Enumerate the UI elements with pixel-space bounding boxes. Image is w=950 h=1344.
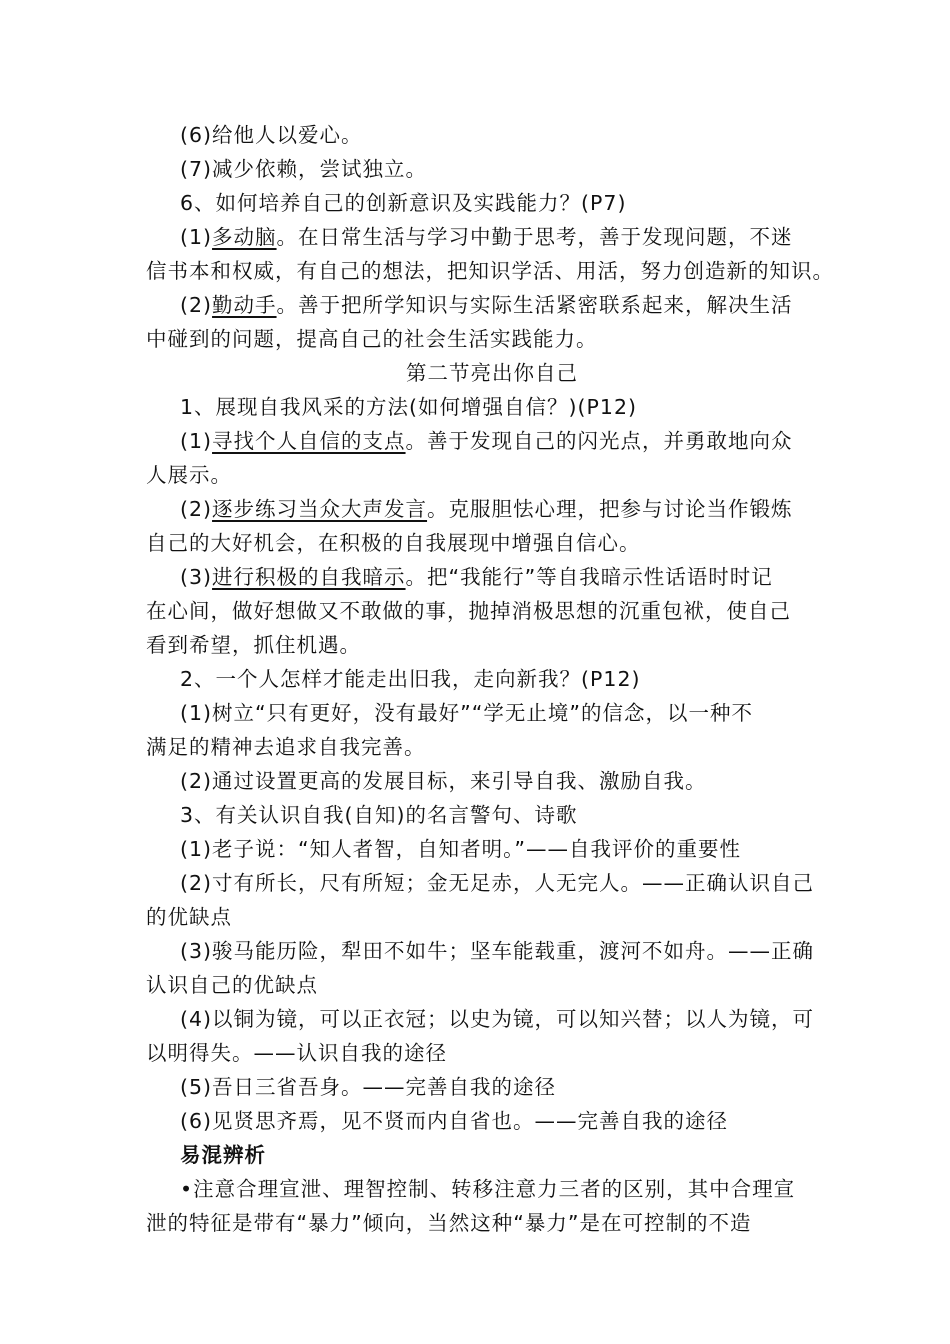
- question-heading: 1、展现自我风采的方法(如何增强自信？)(P12): [180, 395, 637, 419]
- text-line: 看到希望，抓住机遇。: [146, 633, 361, 657]
- text-line: (6)给他人以爱心。: [180, 123, 363, 147]
- underlined-keyword: 逐步练习当众大声发言: [212, 497, 428, 521]
- text-line: (2)勤动手。善于把所学知识与实际生活紧密联系起来，解决生活: [180, 293, 793, 317]
- text-line: 在心间，做好想做又不敢做的事，抛掉消极思想的沉重包袱，使自己: [146, 599, 791, 623]
- text-line: (6)见贤思齐焉，见不贤而内自省也。——完善自我的途径: [180, 1109, 729, 1133]
- text-line: 以明得失。——认识自我的途径: [146, 1041, 447, 1065]
- text-line: 信书本和权威，有自己的想法，把知识学活、用活，努力创造新的知识。: [146, 259, 834, 283]
- text-line: 自己的大好机会，在积极的自我展现中增强自信心。: [146, 531, 641, 555]
- question-heading: 3、有关认识自我(自知)的名言警句、诗歌: [180, 803, 578, 827]
- text-line: (1)寻找个人自信的支点。善于发现自己的闪光点，并勇敢地向众: [180, 429, 793, 453]
- text-line: (4)以铜为镜，可以正衣冠；以史为镜，可以知兴替；以人为镜，可: [180, 1007, 815, 1031]
- text-line: (7)减少依赖，尝试独立。: [180, 157, 428, 181]
- text-line: 泄的特征是带有“暴力”倾向，当然这种“暴力”是在可控制的不造: [146, 1211, 752, 1235]
- subsection-heading: 易混辨析: [180, 1143, 266, 1167]
- text-line: (2)寸有所长，尺有所短；金无足赤，人无完人。——正确认识自己: [180, 871, 815, 895]
- text-line: (3)进行积极的自我暗示。把“我能行”等自我暗示性话语时时记: [180, 565, 773, 589]
- text-line: 中碰到的问题，提高自己的社会生活实践能力。: [146, 327, 598, 351]
- text-line: 人展示。: [146, 463, 232, 487]
- underlined-keyword: 进行积极的自我暗示: [212, 565, 406, 589]
- text-line: (1)树立“只有更好，没有最好”“学无止境”的信念，以一种不: [180, 701, 754, 725]
- text-line: (2)通过设置更高的发展目标，来引导自我、激励自我。: [180, 769, 707, 793]
- text-line: (1)多动脑。在日常生活与学习中勤于思考，善于发现问题，不迷: [180, 225, 793, 249]
- text-line: 认识自己的优缺点: [146, 973, 318, 997]
- underlined-keyword: 寻找个人自信的支点: [212, 429, 406, 453]
- text-line: (3)骏马能历险，犁田不如牛；坚车能载重，渡河不如舟。——正确: [180, 939, 815, 963]
- text-line: 的优缺点: [146, 905, 232, 929]
- text-line: •注意合理宣泄、理智控制、转移注意力三者的区别，其中合理宣: [180, 1177, 796, 1201]
- text-line: (1)老子说：“知人者智，自知者明。”——自我评价的重要性: [180, 837, 742, 861]
- underlined-keyword: 勤动手: [212, 293, 277, 317]
- section-title: 第二节亮出你自己: [406, 361, 578, 385]
- text-line: 满足的精神去追求自我完善。: [146, 735, 426, 759]
- underlined-keyword: 多动脑: [212, 225, 277, 249]
- question-heading: 6、如何培养自己的创新意识及实践能力？(P7): [180, 191, 627, 215]
- text-line: (2)逐步练习当众大声发言。克服胆怯心理，把参与讨论当作锻炼: [180, 497, 793, 521]
- text-line: (5)吾日三省吾身。——完善自我的途径: [180, 1075, 557, 1099]
- question-heading: 2、一个人怎样才能走出旧我，走向新我？(P12): [180, 667, 641, 691]
